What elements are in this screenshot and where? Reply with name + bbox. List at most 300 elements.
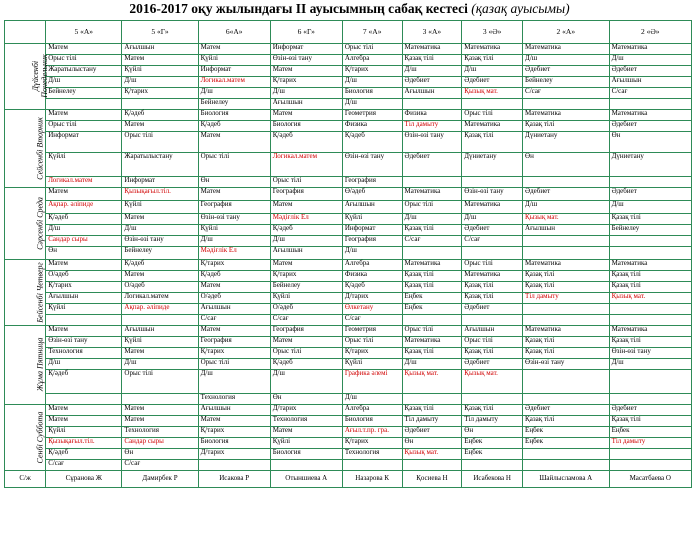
schedule-cell: О/әдеб — [198, 293, 270, 304]
schedule-cell: Тіл дамыту — [402, 121, 462, 132]
schedule-cell: Биология — [342, 416, 402, 427]
schedule-cell: Д/ш — [270, 88, 342, 99]
column-header: 5 «А» — [46, 21, 122, 44]
schedule-cell: Бейнелеу — [609, 225, 691, 236]
schedule-cell: Қазақ тілі — [609, 337, 691, 348]
schedule-cell: Қазақ тілі — [609, 416, 691, 427]
table-row — [5, 236, 692, 247]
schedule-cell — [609, 394, 691, 405]
schedule-cell: Еңбек — [462, 438, 523, 449]
schedule-cell: География — [270, 188, 342, 201]
schedule-cell: Қ/әдеб — [198, 271, 270, 282]
schedule-cell: Матем — [46, 188, 122, 201]
schedule-cell: Биология — [198, 110, 270, 121]
page-title: 2016-2017 оқу жылындағы II ауысымның сабақ кестесі (қазақ ауысымы) — [129, 1, 570, 16]
schedule-cell: Ағылшын — [46, 293, 122, 304]
schedule-cell — [46, 315, 122, 326]
schedule-cell: Логикал.матем — [270, 153, 342, 177]
schedule-cell — [523, 394, 610, 405]
footer-label: С/ж — [5, 471, 46, 488]
schedule-cell: Математика — [402, 337, 462, 348]
schedule-cell: Матем — [122, 271, 198, 282]
schedule-cell: Информат — [46, 132, 122, 153]
schedule-cell: Өзін-өзі тану — [46, 337, 122, 348]
schedule-cell: Орыс тілі — [270, 177, 342, 188]
schedule-cell: Қазақ тілі — [402, 282, 462, 293]
schedule-cell: Матем — [270, 66, 342, 77]
schedule-cell: Еңбек — [523, 438, 610, 449]
schedule-cell: Математика — [402, 260, 462, 271]
schedule-cell: Матем — [122, 214, 198, 225]
schedule-cell: Қ/тарих — [198, 348, 270, 359]
schedule-cell — [462, 460, 523, 471]
schedule-cell — [402, 315, 462, 326]
schedule-cell: Қ/әдеб — [342, 282, 402, 293]
schedule-cell: Алгебра — [342, 55, 402, 66]
schedule-cell: Орыс тілі — [342, 44, 402, 55]
schedule-cell: Д/ш — [609, 359, 691, 370]
schedule-cell: Әдебиет — [523, 66, 610, 77]
schedule-cell: Қазақ тілі — [523, 348, 610, 359]
column-header: 5 «Г» — [122, 21, 198, 44]
schedule-cell: Өн — [402, 438, 462, 449]
schedule-cell: Д/ш — [46, 77, 122, 88]
schedule-cell: Орыс тілі — [122, 370, 198, 394]
schedule-cell: Қ/әдеб — [122, 260, 198, 271]
schedule-table — [4, 20, 692, 488]
table-row — [5, 214, 692, 225]
schedule-cell: Қ/тарих — [342, 348, 402, 359]
schedule-cell: Матем — [46, 110, 122, 121]
schedule-cell — [462, 247, 523, 260]
schedule-cell — [609, 177, 691, 188]
schedule-cell: Қ/әдеб — [46, 449, 122, 460]
schedule-cell: Д/ш — [609, 201, 691, 214]
schedule-cell: Өзін-өзі тану — [523, 359, 610, 370]
schedule-cell: Қазақ тілі — [609, 282, 691, 293]
teacher-name: Масатбаева О — [609, 471, 691, 488]
schedule-cell: Қазақ тілі — [402, 225, 462, 236]
schedule-cell: Матем — [198, 188, 270, 201]
schedule-cell — [462, 394, 523, 405]
table-row — [5, 225, 692, 236]
schedule-cell — [342, 460, 402, 471]
schedule-cell: Қ/әдеб — [198, 121, 270, 132]
schedule-cell: Өзін-өзі тану — [462, 188, 523, 201]
schedule-cell: Орыс тілі — [462, 110, 523, 121]
schedule-cell: Қазақ тілі — [609, 214, 691, 225]
schedule-cell — [122, 315, 198, 326]
schedule-cell: Өн — [523, 153, 610, 177]
schedule-cell: С/сағ — [198, 315, 270, 326]
table-row — [5, 132, 692, 153]
schedule-cell: Д/ш — [402, 214, 462, 225]
schedule-cell — [270, 460, 342, 471]
schedule-cell: Д/ш — [198, 236, 270, 247]
schedule-cell: Орыс тілі — [46, 121, 122, 132]
schedule-cell — [523, 236, 610, 247]
schedule-cell: Әдебиет — [609, 405, 691, 416]
schedule-cell: Қазақ тілі — [523, 337, 610, 348]
schedule-cell: Қызық мат. — [462, 370, 523, 394]
schedule-cell: Дүниетану — [462, 153, 523, 177]
schedule-cell: Ақпар. әліпиде — [122, 304, 198, 315]
schedule-cell: Орыс тілі — [462, 337, 523, 348]
schedule-cell: Сандар сыры — [46, 236, 122, 247]
schedule-cell: Еңбек — [523, 427, 610, 438]
schedule-cell: Еңбек — [402, 304, 462, 315]
schedule-cell: Қазақ тілі — [402, 271, 462, 282]
schedule-cell: Қазақ тілі — [462, 132, 523, 153]
schedule-cell: Математика — [523, 260, 610, 271]
schedule-cell: Өн — [270, 394, 342, 405]
schedule-cell: Әдебиет — [462, 225, 523, 236]
schedule-cell: Қазақ тілі — [402, 55, 462, 66]
schedule-cell: Д/ш — [270, 236, 342, 247]
day-label: Бейсенбі Четверг — [5, 260, 46, 326]
schedule-cell: Орыс тілі — [402, 326, 462, 337]
column-header: 3 «Ә» — [462, 21, 523, 44]
schedule-cell: Д/тарих — [270, 405, 342, 416]
schedule-cell — [609, 247, 691, 260]
schedule-cell: Д/тарих — [198, 449, 270, 460]
table-row — [5, 293, 692, 304]
schedule-cell: Физика — [342, 121, 402, 132]
schedule-cell: Технология — [270, 416, 342, 427]
schedule-cell: Жаратылыстану — [122, 153, 198, 177]
schedule-cell: Өн — [198, 177, 270, 188]
schedule-cell: С/сағ — [609, 88, 691, 99]
schedule-cell: Д/ш — [198, 370, 270, 394]
schedule-cell — [609, 460, 691, 471]
schedule-cell: Геометрия — [342, 326, 402, 337]
schedule-cell: Матем — [270, 337, 342, 348]
schedule-cell: Матем — [122, 416, 198, 427]
table-row — [5, 260, 692, 271]
table-row — [5, 177, 692, 188]
schedule-cell: Математика — [609, 326, 691, 337]
schedule-cell: Матем — [270, 260, 342, 271]
schedule-cell: Қ/тарих — [342, 66, 402, 77]
schedule-cell: Қүйлі — [46, 153, 122, 177]
page-subtitle: (қазақ ауысымы) — [471, 1, 570, 16]
schedule-cell — [523, 449, 610, 460]
schedule-cell: Тіл дамыту — [462, 416, 523, 427]
schedule-cell: Д/ш — [402, 66, 462, 77]
schedule-cell: Ағылшын — [270, 247, 342, 260]
schedule-cell: Қ/әдеб — [270, 225, 342, 236]
schedule-cell — [402, 247, 462, 260]
table-row — [5, 247, 692, 260]
schedule-cell: Матем — [122, 405, 198, 416]
schedule-cell: Әдебиет — [462, 304, 523, 315]
schedule-cell: Өзін-өзі тану — [402, 132, 462, 153]
schedule-cell: Математика — [462, 201, 523, 214]
schedule-cell: Әдебиет — [609, 121, 691, 132]
day-label: Сейсенбі Вторник — [5, 110, 46, 188]
schedule-cell: Д/ш — [523, 201, 610, 214]
schedule-cell: Д/ш — [402, 359, 462, 370]
table-row — [5, 99, 692, 110]
schedule-cell: Қ/әдеб — [342, 132, 402, 153]
schedule-cell — [523, 460, 610, 471]
table-row — [5, 110, 692, 121]
schedule-cell: Матем — [122, 55, 198, 66]
table-row — [5, 416, 692, 427]
schedule-cell: Д/ш — [609, 55, 691, 66]
schedule-cell — [122, 99, 198, 110]
schedule-cell: Технология — [122, 427, 198, 438]
table-row — [5, 405, 692, 416]
schedule-cell: Матем — [270, 110, 342, 121]
schedule-cell: Еңбек — [609, 427, 691, 438]
schedule-cell: Бейнелеу — [523, 77, 610, 88]
schedule-cell — [609, 236, 691, 247]
schedule-cell: Математика — [523, 326, 610, 337]
schedule-cell: Қызық мат. — [523, 214, 610, 225]
schedule-cell: О/әдеб — [46, 271, 122, 282]
schedule-cell: Қазақ тілі — [462, 348, 523, 359]
schedule-cell: Дүниетану — [609, 153, 691, 177]
schedule-cell: Математика — [609, 110, 691, 121]
schedule-cell: Орыс тілі — [342, 337, 402, 348]
table-row — [5, 55, 692, 66]
schedule-cell: Д/ш — [462, 214, 523, 225]
schedule-cell: География — [342, 177, 402, 188]
schedule-cell: Әдебиет — [402, 427, 462, 438]
schedule-cell: Технология — [46, 348, 122, 359]
schedule-cell: Матем — [122, 348, 198, 359]
schedule-cell: Матем — [198, 282, 270, 293]
schedule-cell: Логикал.матем — [46, 177, 122, 188]
schedule-cell: Қүйлі — [122, 66, 198, 77]
schedule-cell: Өзін-өзі тану — [122, 236, 198, 247]
schedule-cell: Д/ш — [122, 359, 198, 370]
schedule-cell: С/сағ — [402, 236, 462, 247]
schedule-cell: Матем — [46, 326, 122, 337]
column-header: 6«А» — [198, 21, 270, 44]
schedule-cell: Матем — [46, 260, 122, 271]
table-row — [5, 66, 692, 77]
schedule-cell: Математика — [609, 260, 691, 271]
schedule-cell: Қызықағыл.тіл. — [122, 188, 198, 201]
schedule-cell — [523, 247, 610, 260]
schedule-cell: Алгебра — [342, 260, 402, 271]
schedule-cell: Геометрия — [342, 110, 402, 121]
schedule-cell: Әдебиет — [462, 359, 523, 370]
schedule-cell: Тіл дамыту — [609, 438, 691, 449]
schedule-cell: С/сағ — [270, 315, 342, 326]
schedule-cell: Әдебиет — [523, 188, 610, 201]
table-row — [5, 438, 692, 449]
schedule-cell: Қазақ тілі — [462, 405, 523, 416]
schedule-cell: Физика — [402, 110, 462, 121]
schedule-cell: Қүйлі — [270, 293, 342, 304]
schedule-cell — [198, 460, 270, 471]
day-label: Дүйсенбі Понедельник — [5, 44, 46, 110]
schedule-cell: Физика — [342, 271, 402, 282]
schedule-cell: Қазақ тілі — [402, 348, 462, 359]
schedule-cell: Д/ш — [198, 88, 270, 99]
schedule-cell: Логикал.матем — [198, 77, 270, 88]
schedule-cell: Орыс тілі — [46, 55, 122, 66]
schedule-cell: Алгебра — [342, 405, 402, 416]
schedule-cell: Бейнелеу — [122, 247, 198, 260]
schedule-cell: География — [342, 236, 402, 247]
schedule-cell: Бейнелеу — [198, 99, 270, 110]
schedule-cell: Информат — [342, 225, 402, 236]
schedule-cell: Информат — [122, 177, 198, 188]
schedule-cell: Қүйлі — [198, 225, 270, 236]
table-row — [5, 153, 692, 177]
schedule-cell: Матем — [198, 44, 270, 55]
teacher-name: Шайлысламова А — [523, 471, 610, 488]
schedule-cell: Қызық мат. — [462, 88, 523, 99]
table-row — [5, 188, 692, 201]
schedule-cell — [523, 304, 610, 315]
schedule-cell: Қүйлі — [342, 214, 402, 225]
table-row — [5, 77, 692, 88]
schedule-cell: С/сағ — [462, 236, 523, 247]
schedule-cell: Д/ш — [462, 66, 523, 77]
schedule-cell: Тіл дамыту — [402, 416, 462, 427]
schedule-cell: Д/ш — [122, 225, 198, 236]
table-row — [5, 359, 692, 370]
schedule-cell: Матем — [198, 326, 270, 337]
column-header: 2 «А» — [523, 21, 610, 44]
table-row — [5, 201, 692, 214]
schedule-cell: С/сағ — [342, 315, 402, 326]
schedule-cell: Қ/тарих — [46, 282, 122, 293]
schedule-cell: Биология — [270, 121, 342, 132]
table-row — [5, 271, 692, 282]
schedule-cell — [523, 177, 610, 188]
schedule-cell: География — [270, 326, 342, 337]
schedule-cell: Қүйлі — [122, 337, 198, 348]
teacher-name: Исакова Р — [198, 471, 270, 488]
column-header: 3 «А» — [402, 21, 462, 44]
schedule-cell: Математика — [402, 188, 462, 201]
schedule-cell — [523, 315, 610, 326]
schedule-cell: Орыс тілі — [270, 348, 342, 359]
schedule-cell — [462, 315, 523, 326]
schedule-cell — [609, 99, 691, 110]
schedule-cell: Әдебиет — [402, 153, 462, 177]
schedule-cell: Д/тарих — [342, 293, 402, 304]
schedule-cell: Ағылшын — [122, 326, 198, 337]
schedule-cell: Д/ш — [46, 225, 122, 236]
schedule-cell — [609, 304, 691, 315]
schedule-cell: Ағылшын — [523, 225, 610, 236]
schedule-cell: О/әдеб — [122, 282, 198, 293]
table-row — [5, 337, 692, 348]
table-row — [5, 44, 692, 55]
schedule-cell — [523, 370, 610, 394]
column-header: 7 «А» — [342, 21, 402, 44]
schedule-cell: Әдебиет — [609, 188, 691, 201]
schedule-cell: Д/ш — [342, 247, 402, 260]
schedule-cell: Орыс тілі — [198, 153, 270, 177]
schedule-cell: Қазақ тілі — [402, 405, 462, 416]
schedule-cell — [122, 394, 198, 405]
schedule-cell: С/сағ — [46, 460, 122, 471]
schedule-cell — [609, 315, 691, 326]
schedule-cell: Тіл дамыту — [523, 293, 610, 304]
schedule-cell: Информат — [270, 44, 342, 55]
schedule-cell: Еңбек — [462, 449, 523, 460]
schedule-cell: География — [198, 201, 270, 214]
teacher-name: Исабекова Н — [462, 471, 523, 488]
schedule-cell: Сандар сыры — [122, 438, 198, 449]
schedule-cell: Өзін-өзі тану — [270, 55, 342, 66]
schedule-cell: Бейнелеу — [46, 88, 122, 99]
schedule-cell: Қүйлі — [46, 304, 122, 315]
schedule-cell: Қүйлі — [342, 359, 402, 370]
schedule-cell: Орыс тілі — [462, 260, 523, 271]
teacher-name: Назарова К — [342, 471, 402, 488]
teacher-name: Отыншиева А — [270, 471, 342, 488]
schedule-cell: Математика — [523, 110, 610, 121]
schedule-cell: Ағылшын — [198, 405, 270, 416]
schedule-cell: Әдебиет — [523, 405, 610, 416]
schedule-cell: Матем — [46, 416, 122, 427]
schedule-cell: Ағылшын — [609, 77, 691, 88]
schedule-cell: Қ/тарих — [198, 260, 270, 271]
table-row — [5, 427, 692, 438]
schedule-cell: Қ/әдеб — [270, 132, 342, 153]
schedule-cell: Математика — [462, 44, 523, 55]
schedule-cell: Қ/тарих — [342, 438, 402, 449]
schedule-cell: Графика әлемі — [342, 370, 402, 394]
schedule-cell: Мәдіғлік Ел — [198, 247, 270, 260]
schedule-cell: Д/ш — [46, 359, 122, 370]
schedule-cell: Матем — [122, 121, 198, 132]
schedule-cell — [462, 177, 523, 188]
table-row — [5, 282, 692, 293]
teacher-name: Дамирбек Р — [122, 471, 198, 488]
schedule-cell: Матем — [46, 44, 122, 55]
table-row — [5, 394, 692, 405]
schedule-cell: Мәдіғлік Ел — [270, 214, 342, 225]
schedule-cell: Қ/әдеб — [122, 110, 198, 121]
schedule-cell: Ағылшын — [198, 304, 270, 315]
schedule-cell: С/сағ — [122, 460, 198, 471]
schedule-cell: Өн — [122, 449, 198, 460]
schedule-cell: Бейнелеу — [270, 282, 342, 293]
schedule-cell: Өн — [609, 132, 691, 153]
schedule-cell — [402, 99, 462, 110]
schedule-cell: Орыс тілі — [402, 201, 462, 214]
schedule-cell: Биология — [198, 438, 270, 449]
schedule-cell: Математика — [523, 44, 610, 55]
day-label: Сәрсенбі Среда — [5, 188, 46, 260]
schedule-cell — [46, 99, 122, 110]
schedule-cell: Математика — [462, 271, 523, 282]
schedule-cell: Ағылшын — [270, 99, 342, 110]
schedule-cell: С/сағ — [523, 88, 610, 99]
column-header: 6 «Г» — [270, 21, 342, 44]
schedule-cell: Өлкетану — [342, 304, 402, 315]
schedule-cell: Матем — [270, 201, 342, 214]
schedule-cell — [609, 449, 691, 460]
schedule-cell: Қ/тарих — [122, 88, 198, 99]
schedule-cell: Математика — [402, 44, 462, 55]
day-label: Жұма Пятница — [5, 326, 46, 405]
schedule-cell: Ағылшын — [462, 326, 523, 337]
schedule-cell — [402, 460, 462, 471]
schedule-cell: Технология — [342, 449, 402, 460]
table-row — [5, 449, 692, 460]
